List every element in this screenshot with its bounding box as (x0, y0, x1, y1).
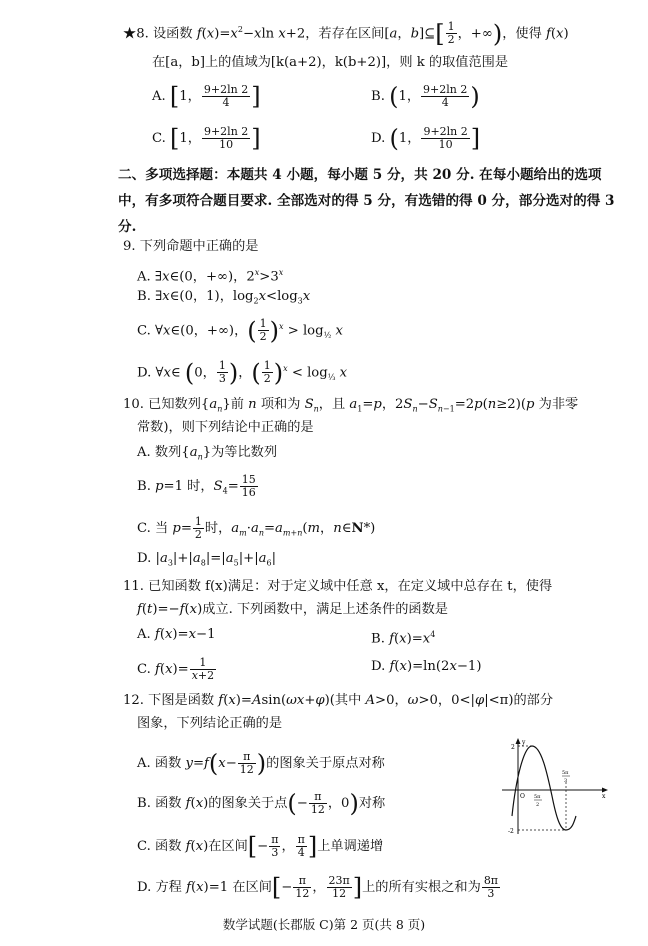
q10-option-c[interactable]: C. 当 p= $\frac{1}{2}$ 时，$a_m\cdot a_n=a_{m+n}(m$，n∈N*) (137, 515, 376, 541)
q10-option-d[interactable]: D. $|a_3|+|a_8|=|a_5|+|a_6|$ (137, 551, 277, 568)
q9-option-b[interactable]: B. ∃x∈(0，1)，$\log_2x<\log_3x$ (137, 289, 311, 306)
x-axis-label: x (602, 793, 606, 800)
sine-curve (512, 746, 576, 830)
q12-option-c[interactable]: C. 函数 f(x)在区间[− $\frac{\pi}{3}$ ， $\frac{\pi}{4}$ ]上单调递增 (137, 832, 384, 861)
q12-option-d[interactable]: D. 方程 f(x)=1 在区间[− $\frac{\pi}{12}$ ， $\frac{23\pi}{12}$ ]上的所有实根之和为 $\frac{8\pi}{3}$ (137, 873, 499, 902)
origin-label: O (520, 793, 525, 800)
q9-option-a[interactable]: A. ∃x∈(0，+∞)，$2^x>3^x$ (137, 268, 284, 285)
q10-line2: 常数)，则下列结论中正确的是 (137, 420, 314, 435)
mark-5pi-over-3: 5π (562, 770, 569, 776)
mark-5pi-over-3-den: 3 (564, 778, 568, 784)
q12-option-b[interactable]: B. 函数 f(x)的图象关于点(− $\frac{\pi}{12}$ ，0)对称 (137, 789, 386, 818)
y-axis-label: y (522, 739, 526, 746)
mark-5pi-over-2: 5π (534, 794, 541, 800)
mark-5pi-over-2-den: 2 (536, 802, 540, 808)
q9-option-d[interactable]: D. ∀x∈ (0， $\frac{1}{3}$ )，( $\frac{1}{2}$ )$^x < \log_{\frac{1}{3}} x$ (137, 358, 348, 387)
page-footer: 数学试题(长郡版 C)第 2 页(共 8 页) (222, 917, 426, 932)
q11-option-a[interactable]: A. f(x)=x−1 (137, 627, 216, 642)
q10-line1: 10. 已知数列$\{a_n\}$前 n 项和为 $S_n$，且 $a_1=p$，$2S_n-S_{n-1}=2p(n\ge 2)(p$ 为非零 (123, 397, 579, 414)
q9-option-c[interactable]: C. ∀x∈(0，+∞)，( $\frac{1}{2}$ )$^x > \log_{\frac{1}{2}} x$ (137, 316, 343, 345)
q12-sine-graph (498, 738, 610, 838)
q11-option-c[interactable]: C. f(x)= $\frac{1}{x+2}$ (137, 656, 215, 682)
q12-option-a[interactable]: A. 函数 y=f(x− $\frac{\pi}{12}$ )的图象关于原点对称 (137, 749, 385, 778)
q8-line1: ★8. 设函数 $f(x)=x^2-xln$ x+2，若存在区间[a，b]⊆[ $\frac{1}{2}$ ，+∞)，使得 f(x) (123, 19, 569, 48)
q11-option-d[interactable]: D. f(x)=ln(2x−1) (371, 659, 482, 674)
y-max-label: 2 (511, 744, 515, 751)
q12-line1: 12. 下图是函数 f(x)=Asin(ωx+φ)(其中 A>0，ω>0，0<|φ|<π)的部分 (123, 693, 554, 708)
q9-stem: 9. 下列命题中正确的是 (123, 239, 259, 254)
y-min-label: -2 (508, 828, 514, 835)
q8-option-a[interactable]: A. [1， $\frac{9+2\ln 2}{4}$ ] (152, 82, 261, 111)
q8-line2: 在[a，b]上的值域为[k(a+2)，k(b+2)]，则 k 的取值范围是 (152, 55, 509, 70)
x-axis-arrow-icon (602, 788, 608, 793)
q11-line2: f(t)=−f(x)成立. 下列函数中，满足上述条件的函数是 (137, 602, 448, 617)
section2-heading: 二、多项选择题：本题共 4 小题，每小题 5 分，共 20 分. 在每小题给出的选项中，有多项符合题目要求. 全部选对的得 5 分，有选错的得 0 分，部分选对的得 3 分. (118, 167, 615, 235)
q11-option-b[interactable]: B. $f(x)=x^4$ (371, 630, 436, 647)
y-axis-arrow-icon (516, 738, 521, 744)
q11-line1: 11. 已知函数 f(x)满足：对于定义域中任意 x，在定义域中总存在 t，使得 (123, 579, 553, 594)
q10-option-b[interactable]: B. p=1 时，$S_4=$ $\frac{15}{16}$ (137, 473, 256, 499)
q10-option-a[interactable]: A. 数列$\{a_n\}$为等比数列 (137, 445, 278, 462)
q8-option-d[interactable]: D. (1， $\frac{9+2\ln 2}{10}$ ] (371, 124, 481, 153)
q8-option-c[interactable]: C. [1， $\frac{9+2\ln 2}{10}$ ] (152, 124, 261, 153)
q8-option-b[interactable]: B. (1， $\frac{9+2\ln 2}{4}$ ) (371, 82, 480, 111)
q12-line2: 图象，下列结论正确的是 (137, 716, 283, 731)
star-icon: ★ (123, 26, 137, 42)
